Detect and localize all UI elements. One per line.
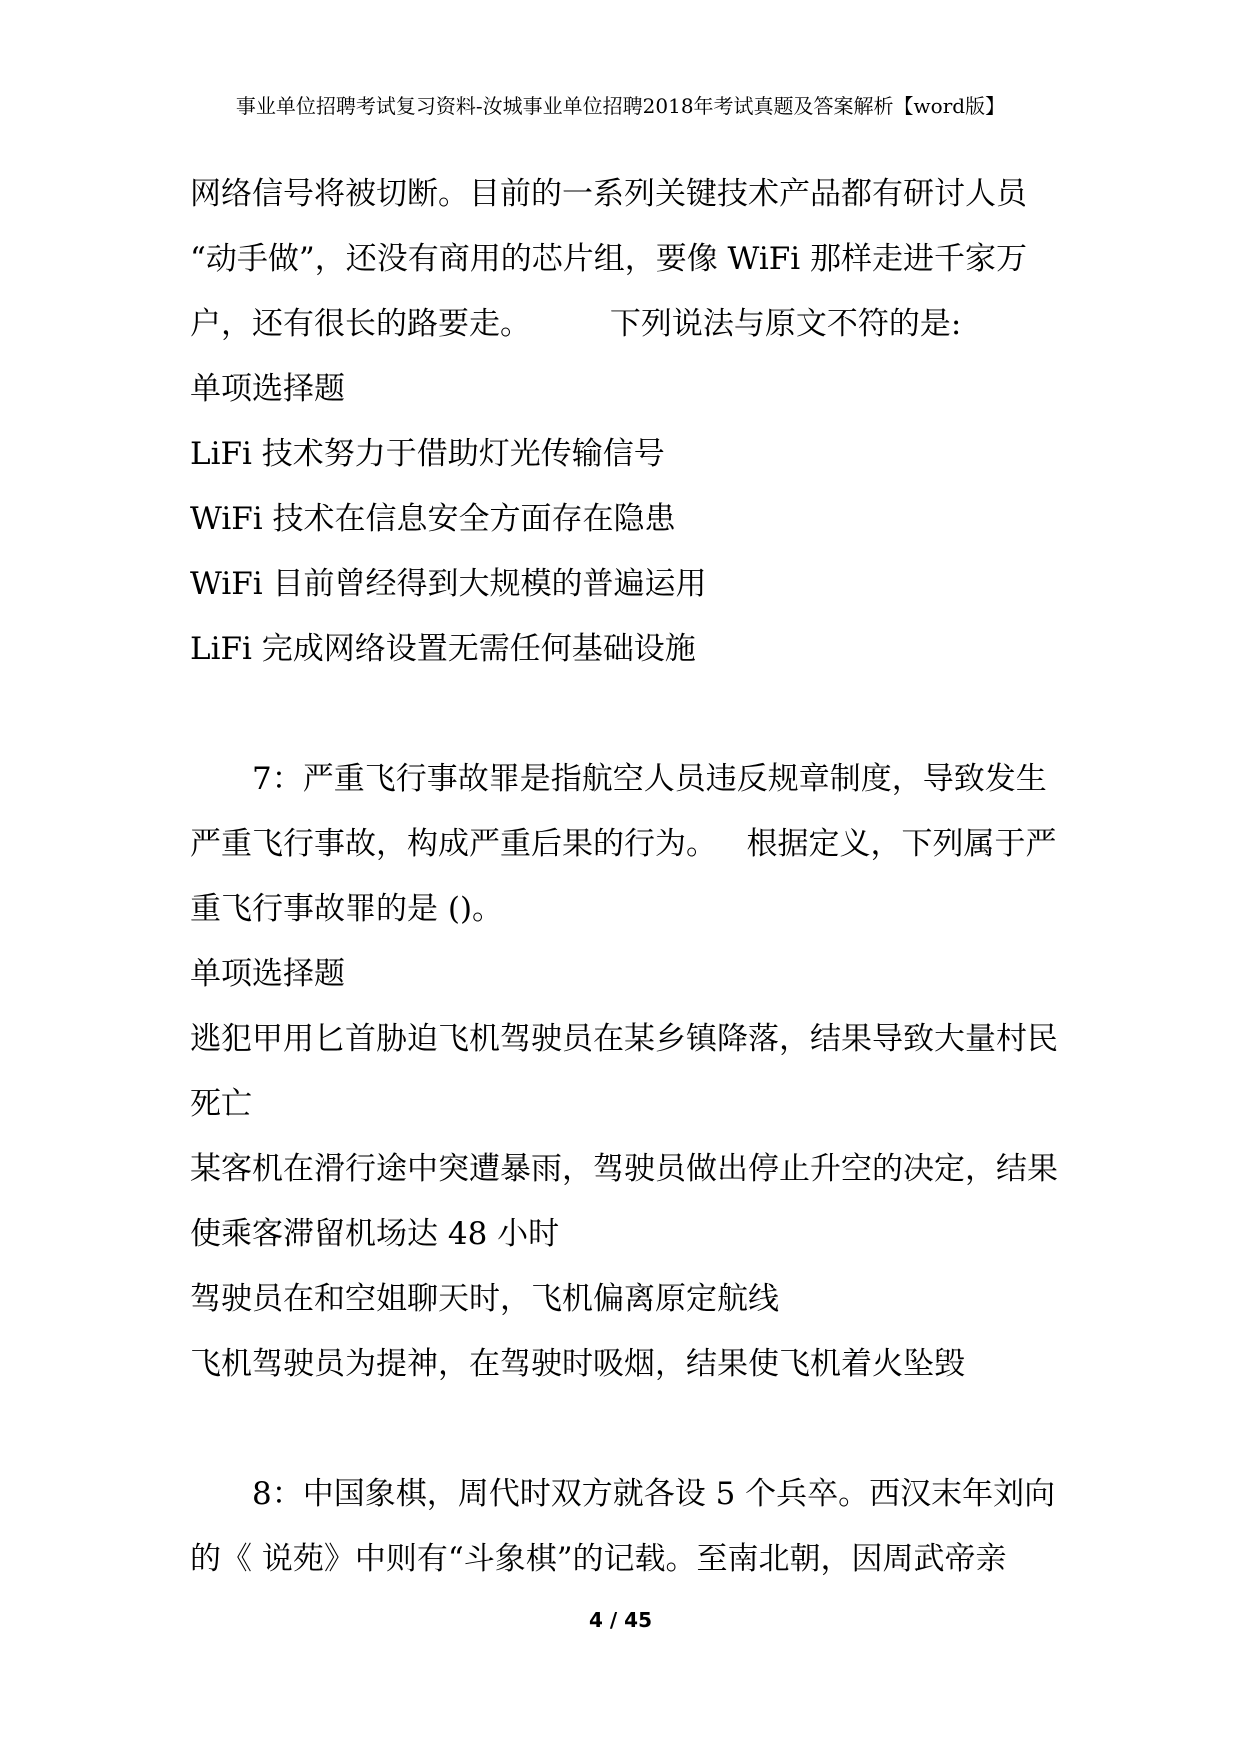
option-b-continued: 使乘客滞留机场达 48 小时 [190, 1216, 560, 1252]
option-a: 逃犯甲用匕首胁迫飞机驾驶员在某乡镇降落，结果导致大量村民 [190, 1021, 1058, 1057]
option-c: WiFi 目前曾经得到大规模的普遍运用 [190, 566, 707, 602]
question-7-stem: 重飞行事故罪的是 ()。 [190, 891, 504, 927]
question-7-stem: 7：严重飞行事故罪是指航空人员违反规章制度，导致发生 [252, 761, 1047, 797]
page-body [190, 162, 1070, 1592]
section-gap [190, 682, 1070, 747]
question-type-label: 单项选择题 [190, 956, 345, 992]
passage-line: 户，还有很长的路要走。 下列说法与原文不符的是: [190, 306, 962, 342]
question-type-label: 单项选择题 [190, 371, 345, 407]
question-7-stem: 严重飞行事故，构成严重后果的行为。 根据定义，下列属于严 [190, 826, 1057, 862]
page-header: 事业单位招聘考试复习资料-汝城事业单位招聘2018年考试真题及答案解析【word版】 [235, 94, 1006, 118]
option-b: 某客机在滑行途中突遭暴雨，驾驶员做出停止升空的决定，结果 [190, 1151, 1058, 1187]
passage-line: 网络信号将被切断。目前的一系列关键技术产品都有研讨人员 [190, 176, 1027, 212]
question-8-stem: 的《 说苑》中则有“斗象棋”的记载。至南北朝，因周武帝亲 [190, 1541, 1007, 1577]
section-gap [190, 1397, 1070, 1462]
option-a: LiFi 技术努力于借助灯光传输信号 [190, 436, 665, 472]
page-number: 4 / 45 [589, 1608, 652, 1632]
option-c: 驾驶员在和空姐聊天时，飞机偏离原定航线 [190, 1281, 779, 1317]
option-b: WiFi 技术在信息安全方面存在隐患 [190, 501, 676, 537]
question-8-stem: 8：中国象棋，周代时双方就各设 5 个兵卒。西汉末年刘向 [252, 1476, 1056, 1512]
option-a-continued: 死亡 [190, 1086, 252, 1122]
option-d: LiFi 完成网络设置无需任何基础设施 [190, 631, 696, 667]
passage-line: “动手做”，还没有商用的芯片组，要像 WiFi 那样走进千家万 [190, 241, 1028, 277]
option-d: 飞机驾驶员为提神，在驾驶时吸烟，结果使飞机着火坠毁 [190, 1346, 965, 1382]
